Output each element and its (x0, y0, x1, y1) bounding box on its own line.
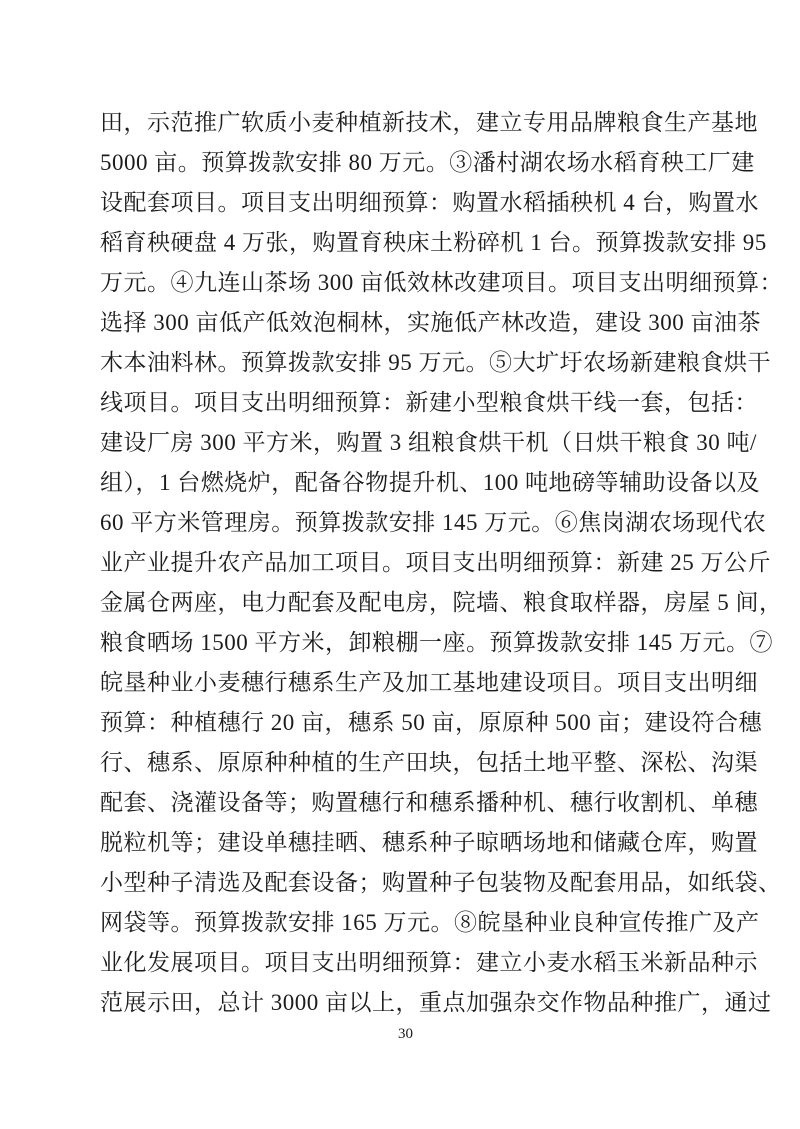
text-line: 5000 亩。预算拨款安排 80 万元。③潘村湖农场水稻育秧工厂建 (100, 150, 755, 175)
text-line: 田，示范推广软质小麦种植新技术，建立专用品牌粮食生产基地 (100, 110, 758, 135)
body-text-block (100, 103, 783, 1023)
text-line: 线项目。项目支出明细预算：新建小型粮食烘干线一套，包括： (100, 390, 758, 415)
text-line: 脱粒机等；建设单穗挂晒、穗系种子晾晒场地和储藏仓库，购置 (100, 830, 758, 855)
text-line: 稻育秧硬盘 4 万张，购置育秧床土粉碎机 1 台。预算拨款安排 95 (100, 230, 767, 255)
text-line: 万元。④九连山茶场 300 亩低效林改建项目。项目支出明细预算： (100, 270, 783, 295)
text-line: 粮食晒场 1500 平方米，卸粮棚一座。预算拨款安排 145 万元。⑦ (100, 630, 773, 655)
text-line: 金属仓两座，电力配套及配电房，院墙、粮食取样器，房屋 5 间， (100, 590, 783, 615)
text-line: 建设厂房 300 平方米，购置 3 组粮食烘干机（日烘干粮食 30 吨/ (100, 430, 757, 455)
text-line: 木本油料林。预算拨款安排 95 万元。⑤大圹圩农场新建粮食烘干 (100, 350, 771, 375)
text-line: 组），1 台燃烧炉，配备谷物提升机、100 吨地磅等辅助设备以及 (100, 470, 760, 495)
page-number: 30 (398, 1026, 413, 1042)
text-line: 业产业提升农产品加工项目。项目支出明细预算：新建 25 万公斤 (100, 550, 771, 575)
text-line: 皖垦种业小麦穗行穗系生产及加工基地建设项目。项目支出明细 (100, 670, 758, 695)
text-line: 配套、浇灌设备等；购置穗行和穗系播种机、穗行收割机、单穗 (100, 790, 758, 815)
text-line: 60 平方米管理房。预算拨款安排 145 万元。⑥焦岗湖农场现代农 (100, 510, 767, 535)
text-line: 行、穗系、原原种种植的生产田块，包括土地平整、深松、沟渠 (100, 750, 758, 775)
text-line: 设配套项目。项目支出明细预算：购置水稻插秧机 4 台，购置水 (100, 190, 759, 215)
text-line: 预算：种植穗行 20 亩，穗系 50 亩，原原种 500 亩；建设符合穗 (100, 710, 762, 735)
text-line: 小型种子清选及配套设备；购置种子包装物及配套用品，如纸袋、 (100, 870, 782, 895)
text-line: 范展示田，总计 3000 亩以上，重点加强杂交作物品种推广，通过 (100, 990, 772, 1015)
text-line: 选择 300 亩低产低效泡桐林，实施低产林改造，建设 300 亩油茶 (100, 310, 761, 335)
text-line: 业化发展项目。项目支出明细预算：建立小麦水稻玉米新品种示 (100, 950, 758, 975)
text-line: 网袋等。预算拨款安排 165 万元。⑧皖垦种业良种宣传推广及产 (100, 910, 760, 935)
